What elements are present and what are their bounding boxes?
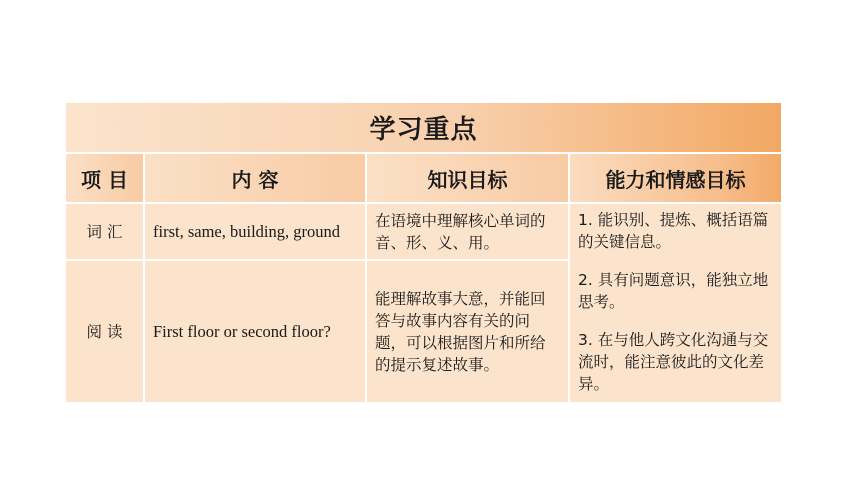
table-title: 学习重点 xyxy=(66,103,781,152)
knowledge-text: 在语境中理解核心单词的音、形、义、用。 xyxy=(375,211,546,252)
ability-goal-3: 3. 在与他人跨文化沟通与交流时，能注意彼此的文化差异。 xyxy=(578,331,769,393)
row-vocabulary-item: 词 汇 xyxy=(66,204,143,259)
learning-focus-table xyxy=(66,103,781,402)
row-reading-content: First floor or second floor? xyxy=(145,261,365,402)
header-ability-goals: 能力和情感目标 xyxy=(570,154,781,202)
row-reading-knowledge xyxy=(367,261,568,402)
knowledge-text: 能理解故事大意，并能回答与故事内容有关的问题，可以根据图片和所给的提示复述故事。 xyxy=(375,289,546,374)
row-reading-item: 阅 读 xyxy=(66,261,143,402)
ability-goal-1: 1. 能识别、提炼、概括语篇的关键信息。 xyxy=(578,211,769,251)
header-knowledge-goals: 知识目标 xyxy=(367,154,568,202)
header-content: 内 容 xyxy=(145,154,365,202)
ability-goal-2: 2. 具有问题意识，能独立地思考。 xyxy=(578,271,769,311)
row-vocabulary-content: first, same, building, ground xyxy=(145,204,365,259)
ability-goals-cell xyxy=(570,204,781,402)
header-item: 项 目 xyxy=(66,154,143,202)
row-vocabulary-knowledge xyxy=(367,204,568,259)
